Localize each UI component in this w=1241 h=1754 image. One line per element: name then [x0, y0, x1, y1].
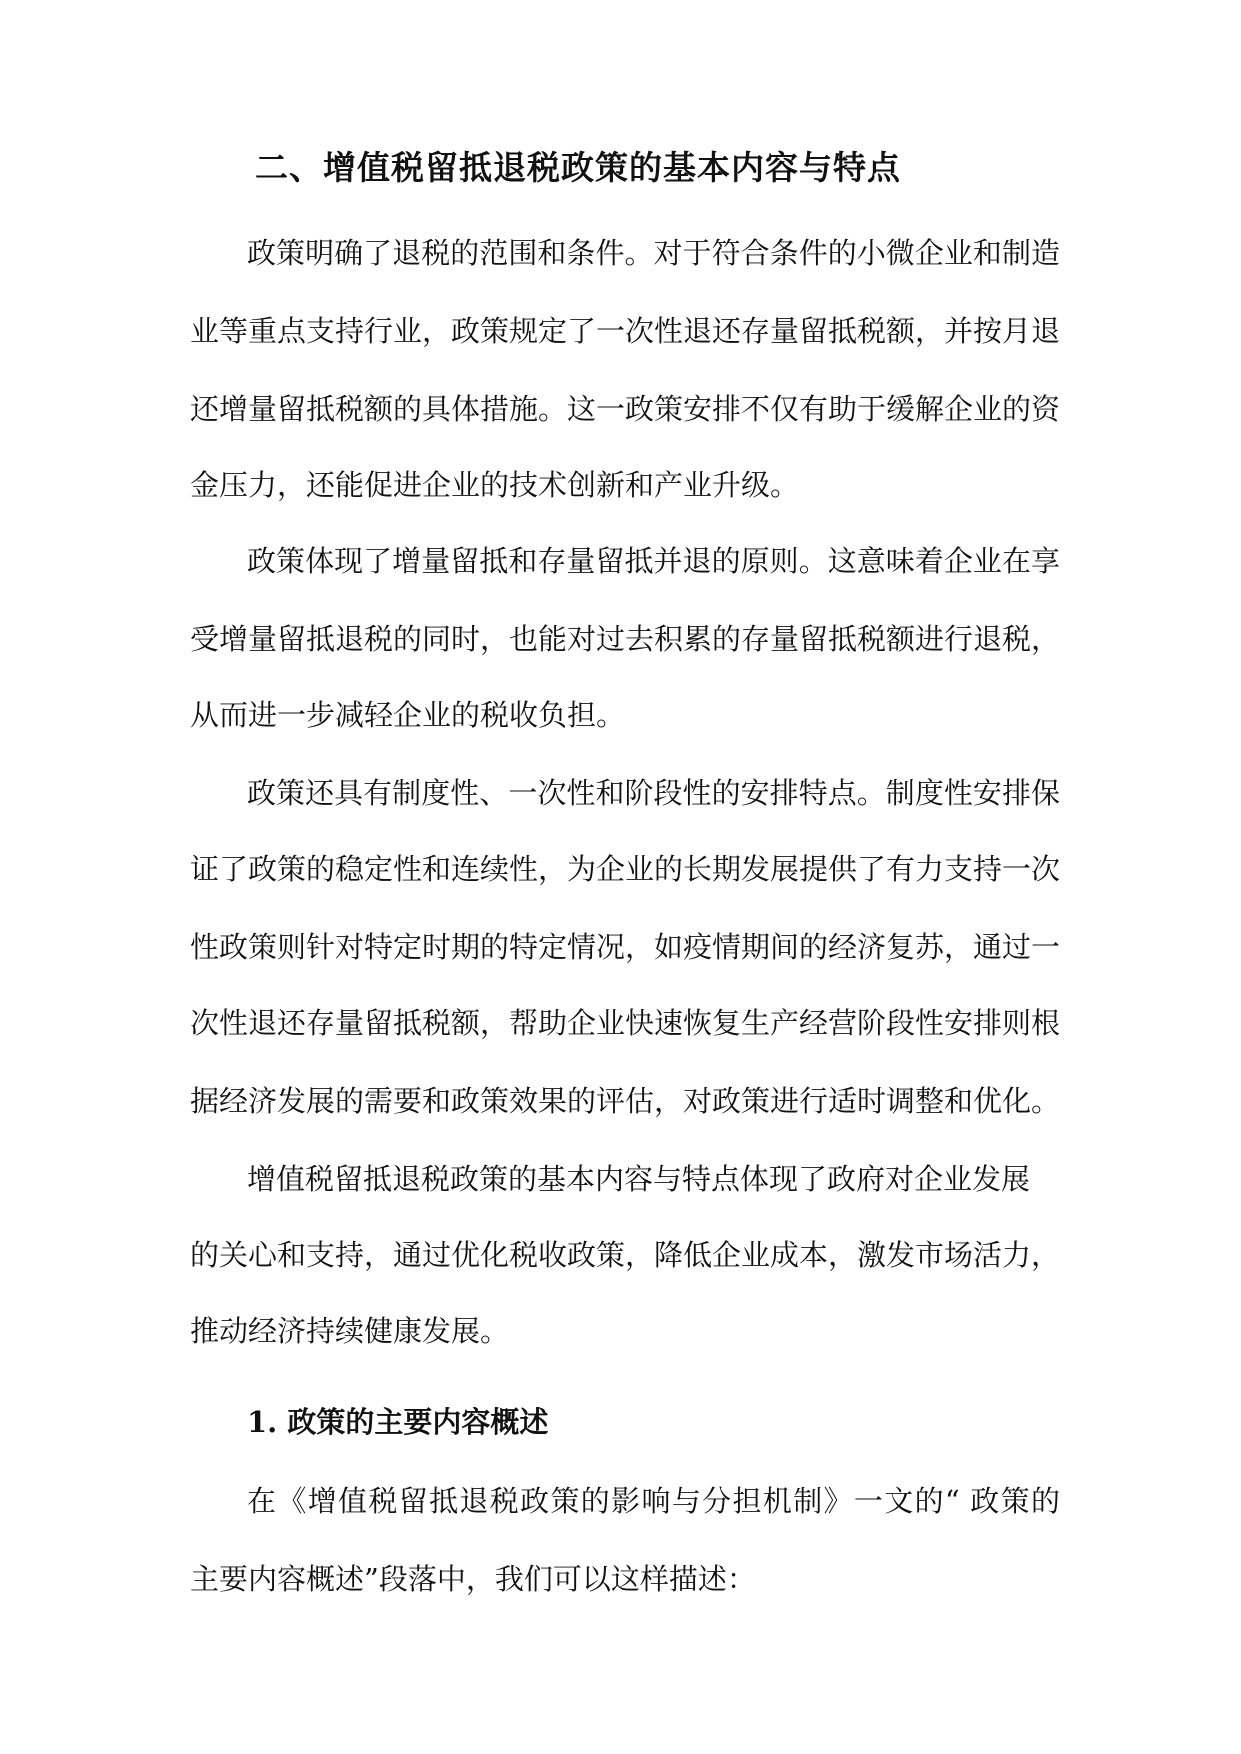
paragraph-2-line-2: 受增量留抵退税的同时，也能对过去积累的存量留抵税额进行退税， — [190, 622, 1061, 656]
paragraph-2-line-1: 政策体现了增量留抵和存量留抵并退的原则。这意味着企业在享 — [247, 544, 1060, 578]
paragraph-3-line-5: 据经济发展的需要和政策效果的评估，对政策进行适时调整和优化。 — [190, 1084, 1061, 1118]
paragraph-1-line-3: 还增量留抵税额的具体措施。这一政策安排不仅有助于缓解企业的资 — [190, 392, 1061, 426]
paragraph-4-line-1: 增值税留抵退税政策的基本内容与特点体现了政府对企业发展 — [247, 1162, 1031, 1196]
paragraph-4-line-3: 推动经济持续健康发展。 — [190, 1314, 510, 1348]
paragraph-3-line-3: 性政策则针对特定时期的特定情况，如疫情期间的经济复苏，通过一 — [190, 930, 1061, 964]
paragraph-3-line-2: 证了政策的稳定性和连续性，为企业的长期发展提供了有力支持一次 — [190, 852, 1061, 886]
paragraph-3-line-1: 政策还具有制度性、一次性和阶段性的安排特点。制度性安排保 — [247, 776, 1060, 810]
section-title: 二、增值税留抵退税政策的基本内容与特点 — [255, 148, 901, 187]
paragraph-2-line-3: 从而进一步减轻企业的税收负担。 — [190, 698, 626, 732]
paragraph-1-line-2: 业等重点支持行业，政策规定了一次性退还存量留抵税额，并按月退 — [190, 314, 1061, 348]
closing-paragraph-line-2: 主要内容概述”段落中，我们可以这样描述： — [190, 1562, 756, 1596]
paragraph-1-line-4: 金压力，还能促进企业的技术创新和产业升级。 — [190, 468, 800, 502]
closing-paragraph-line-1: 在《增值税留抵退税政策的影响与分担机制》一文的“ 政策的 — [247, 1484, 1060, 1518]
subsection-heading: 1. 政策的主要内容概述 — [247, 1405, 549, 1439]
paragraph-1-line-1: 政策明确了退税的范围和条件。对于符合条件的小微企业和制造 — [247, 236, 1060, 270]
paragraph-3-line-4: 次性退还存量留抵税额，帮助企业快速恢复生产经营阶段性安排则根 — [190, 1006, 1061, 1040]
paragraph-4-line-2: 的关心和支持，通过优化税收政策，降低企业成本，激发市场活力， — [190, 1238, 1061, 1272]
